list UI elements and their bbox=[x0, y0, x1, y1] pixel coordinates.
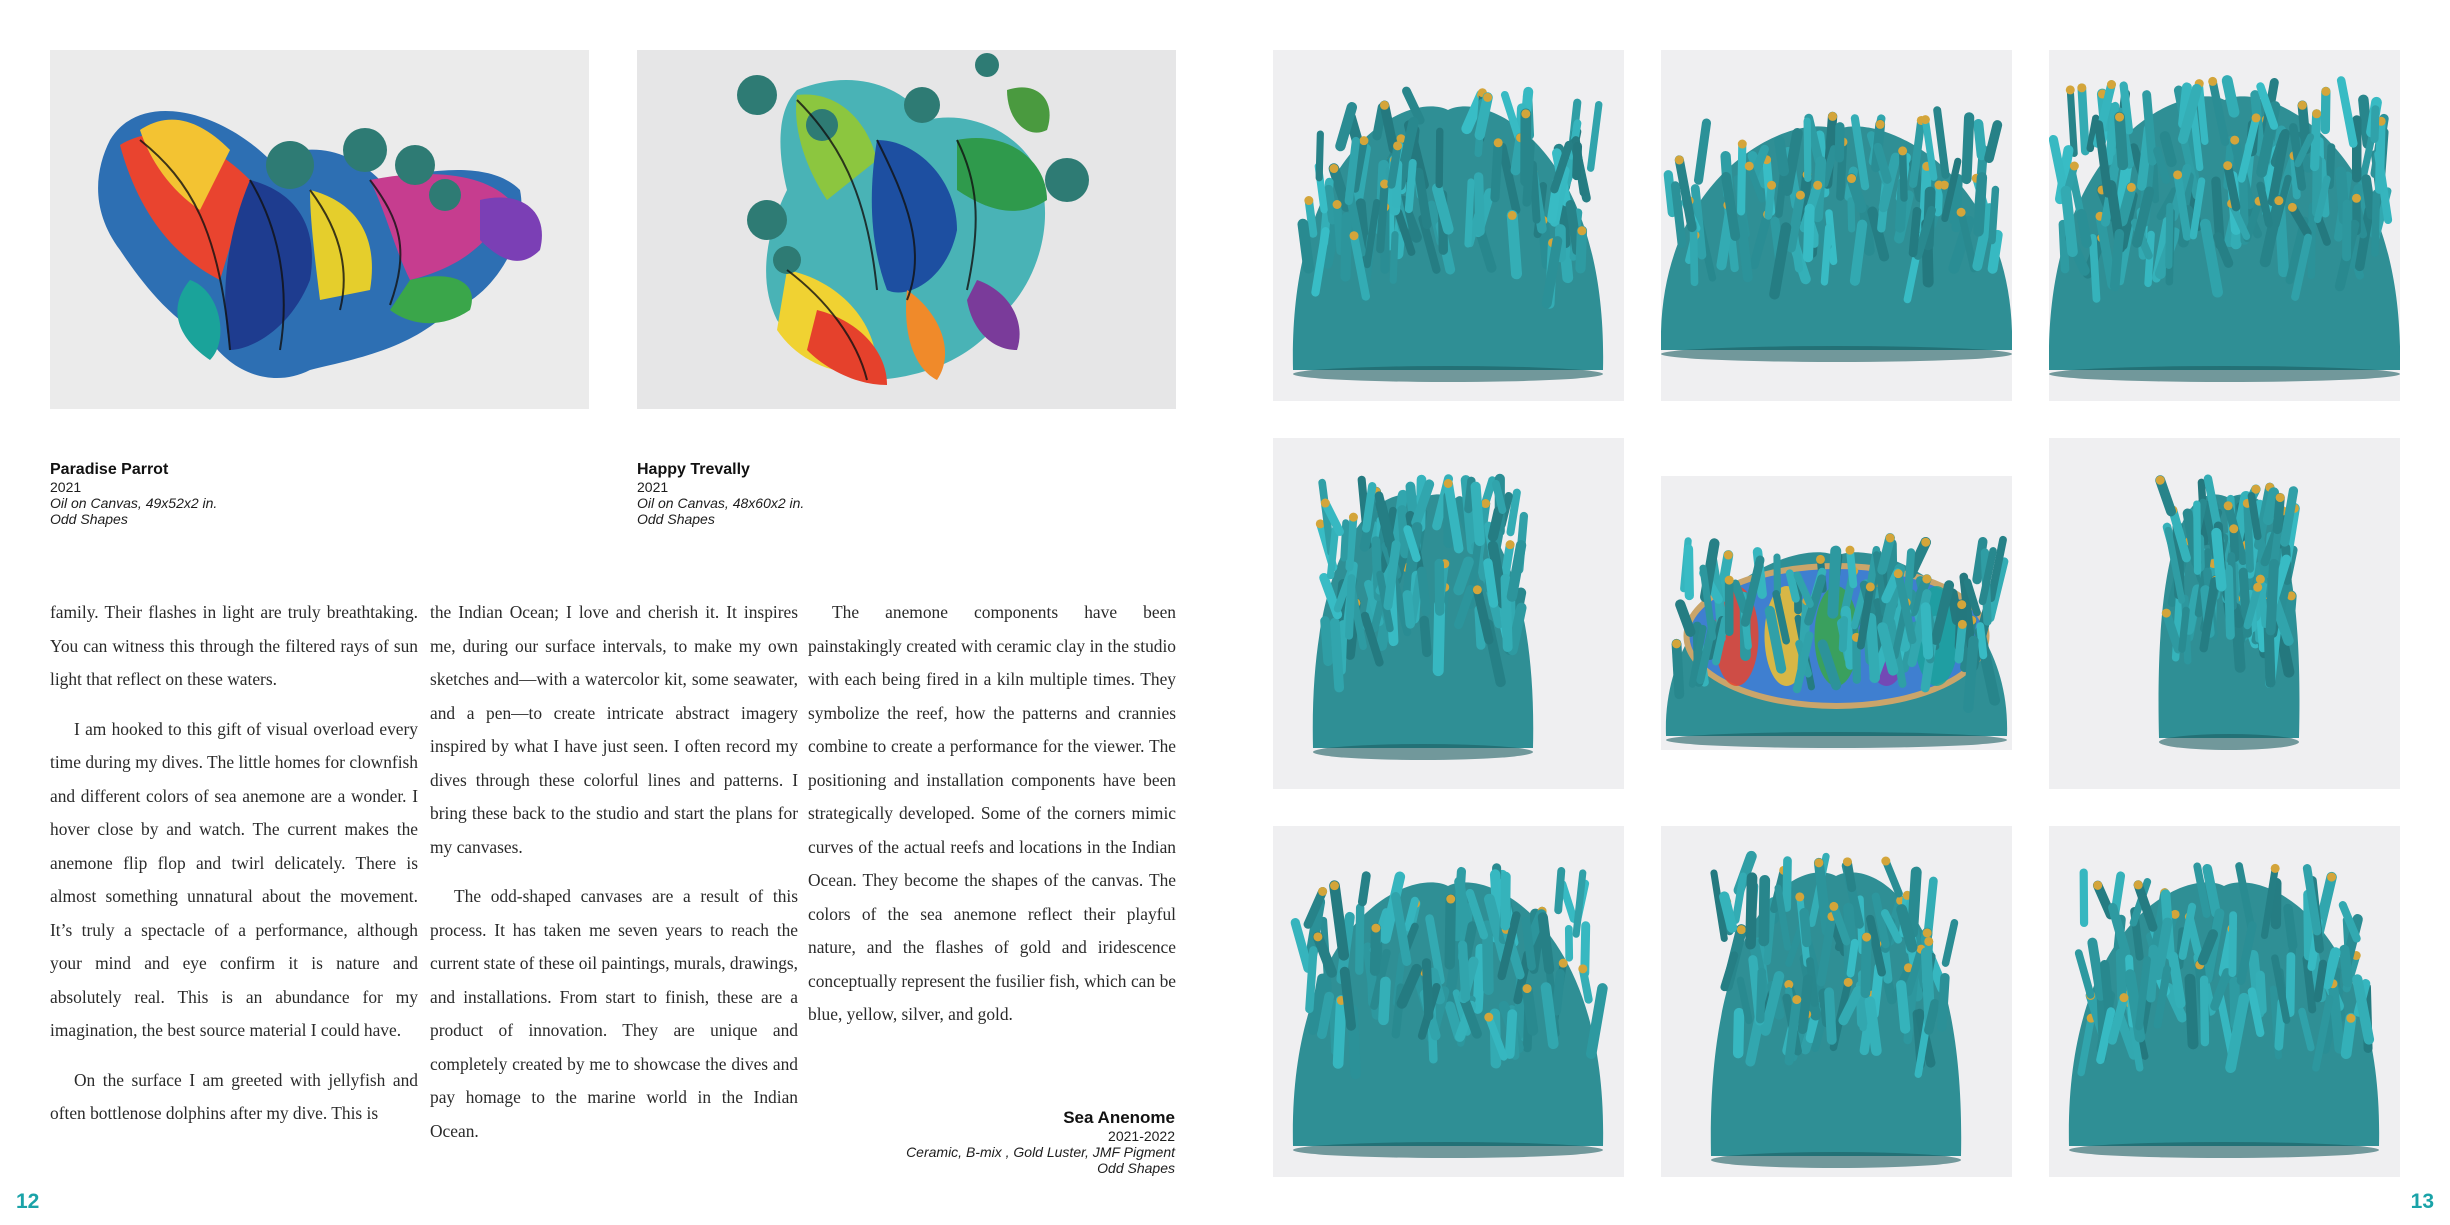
anemone-tentacle bbox=[2165, 136, 2171, 161]
anemone-tentacle bbox=[1738, 1013, 1739, 1053]
anemone-tentacle bbox=[1741, 221, 1748, 277]
gold-tip bbox=[2162, 609, 2171, 618]
body-text-column-3 bbox=[808, 596, 1176, 1048]
gold-tip bbox=[1577, 226, 1586, 235]
artwork-year: 2021 bbox=[50, 479, 82, 495]
gold-tip bbox=[2066, 85, 2075, 94]
gold-tip bbox=[1847, 174, 1856, 183]
gold-tip bbox=[1924, 937, 1933, 946]
gold-tip bbox=[1321, 499, 1330, 508]
body-text-column-1 bbox=[50, 596, 418, 1147]
anemone-tentacle bbox=[1393, 235, 1395, 281]
gold-tip bbox=[1393, 141, 1402, 150]
anemone-tentacle bbox=[1870, 1002, 1877, 1051]
anemone-tentacle bbox=[1543, 917, 1549, 969]
anemone-tentacle bbox=[1527, 144, 1531, 202]
anemone-photo-9 bbox=[2049, 826, 2400, 1177]
gold-tip bbox=[1494, 138, 1503, 147]
anemone-tentacle bbox=[1677, 644, 1680, 694]
gold-tip bbox=[1350, 231, 1359, 240]
anemone-tentacle bbox=[1329, 189, 1333, 220]
gold-tip bbox=[2119, 993, 2128, 1002]
gold-tip bbox=[1795, 892, 1804, 901]
anemone-tentacle bbox=[2197, 504, 2198, 571]
anemone-photo-5 bbox=[1661, 476, 2012, 750]
anemone-tentacle bbox=[1926, 607, 1929, 654]
gold-tip bbox=[1828, 112, 1837, 121]
gold-tip bbox=[1923, 928, 1932, 937]
anemone-tentacle bbox=[1337, 204, 1340, 250]
anemone-tentacle bbox=[1526, 921, 1532, 966]
anemone-tentacle bbox=[2289, 596, 2292, 628]
body-paragraph: I am hooked to this gift of visual overload every time during my dives. The little homes for clownfish and different colors of sea anemone are a wonder. I hover close by and watch. The current makes the anemone flip flop and twirl delicately. There is almost something unnatural about the movement. It’s truly a spectacle of a performance, although your mind and eye confirm it is nature and absolutely real. This is an abundance for my imagination, the best source material I could have. bbox=[50, 718, 418, 1040]
anemone-tentacle bbox=[1570, 205, 1577, 251]
gold-tip bbox=[2327, 873, 2336, 882]
anemone-tentacle bbox=[1829, 992, 1832, 1040]
anemone-tentacle bbox=[1760, 972, 1762, 1019]
gold-tip bbox=[2271, 864, 2280, 873]
anemone-tentacle bbox=[1493, 511, 1499, 536]
anemone-tentacle bbox=[1978, 124, 1981, 155]
anemone-tentacle bbox=[1409, 163, 1413, 209]
anemone-tentacle bbox=[1349, 517, 1353, 567]
gold-tip bbox=[1767, 181, 1776, 190]
gold-tip bbox=[1957, 600, 1966, 609]
anemone-tentacle bbox=[2228, 569, 2230, 635]
anemone-tentacle bbox=[2070, 90, 2074, 154]
gold-tip bbox=[2229, 524, 2238, 533]
artwork-medium: Oil on Canvas, 49x52x2 in. bbox=[50, 495, 218, 511]
gold-tip bbox=[1672, 639, 1681, 648]
gold-tip bbox=[1876, 120, 1885, 129]
anemone-shadow bbox=[2069, 1142, 2379, 1158]
anemone-tentacle bbox=[1426, 963, 1428, 1016]
gold-tip bbox=[2077, 83, 2086, 92]
gold-tip bbox=[1359, 136, 1368, 145]
gold-tip bbox=[1792, 995, 1801, 1004]
artwork-title: Sea Anenome bbox=[1063, 1108, 1175, 1127]
anemone-shadow bbox=[1293, 366, 1603, 382]
gold-tip bbox=[1813, 181, 1822, 190]
anemone-tentacle bbox=[2232, 915, 2233, 973]
anemone-tentacle bbox=[1968, 641, 1973, 708]
gold-tip bbox=[1894, 569, 1903, 578]
body-paragraph: On the surface I am greeted with jellyfish and often bottlenose dolphins after my dive. This is bbox=[50, 1069, 418, 1123]
anemone-tentacle bbox=[2344, 950, 2347, 982]
body-paragraph: the Indian Ocean; I love and cherish it. It inspires me, during our surface intervals, to make my own sketches and—with a watercolor kit, some seawater, and a pen—to create intricate abstract imagery inspired by what I have just seen. I often record my dives through these colorful lines and patterns. I bring these back to the studio and start the plans for my canvases. bbox=[430, 602, 798, 857]
anemone-tentacle bbox=[2063, 224, 2065, 269]
anemone-tentacle bbox=[1865, 937, 1866, 993]
gold-tip bbox=[2346, 1014, 2355, 1023]
anemone-tentacle bbox=[1908, 552, 1912, 602]
anemone-tentacle bbox=[1505, 579, 1507, 647]
anemone-tentacle bbox=[2247, 503, 2250, 568]
gold-tip bbox=[1843, 857, 1852, 866]
anemone-tentacle bbox=[2277, 498, 2280, 530]
anemone-shadow bbox=[1711, 1152, 1961, 1168]
gold-tip bbox=[1922, 574, 1931, 583]
anemone-tentacle bbox=[1422, 571, 1427, 611]
anemone-tentacle bbox=[2363, 100, 2367, 144]
right-page bbox=[1225, 0, 2450, 1225]
anemone-shadow bbox=[1293, 1142, 1603, 1158]
artwork-years: 2021-2022 bbox=[1108, 1128, 1175, 1144]
anemone-tentacle bbox=[1556, 974, 1560, 1012]
anemone-tentacle bbox=[1913, 211, 1917, 253]
artwork-format: Odd Shapes bbox=[1097, 1160, 1175, 1176]
gold-tip bbox=[1886, 533, 1895, 542]
gold-tip bbox=[1521, 109, 1530, 118]
gold-tip bbox=[1725, 576, 1734, 585]
anemone-tentacle bbox=[1583, 969, 1589, 1000]
gold-tip bbox=[2274, 196, 2283, 205]
anemone-tentacle bbox=[1338, 1000, 1341, 1063]
anemone-tentacle bbox=[1959, 624, 1963, 659]
gold-tip bbox=[2253, 583, 2262, 592]
anemone-tentacle bbox=[1488, 563, 1494, 603]
anemone-tentacle bbox=[1359, 908, 1360, 971]
painting-image-happy-trevally bbox=[637, 50, 1176, 409]
gold-tip bbox=[2070, 161, 2079, 170]
anemone-shadow bbox=[1313, 744, 1533, 760]
gold-tip bbox=[2127, 183, 2136, 192]
anemone-photo-2 bbox=[1661, 50, 2012, 401]
page-number-left: 12 bbox=[16, 1190, 40, 1213]
gold-tip bbox=[1845, 546, 1854, 555]
anemone-tentacle bbox=[1546, 988, 1553, 1044]
gold-tip bbox=[2256, 575, 2265, 584]
gold-tip bbox=[1737, 925, 1746, 934]
anemone-tentacle bbox=[1407, 595, 1410, 624]
anemone-tentacle bbox=[1516, 138, 1521, 171]
anemone-tentacle bbox=[1309, 201, 1313, 234]
anemone-tentacle bbox=[1533, 165, 1537, 220]
gold-tip bbox=[1675, 155, 1684, 164]
artwork-format: Odd Shapes bbox=[50, 511, 128, 527]
anemone-photo-graphic bbox=[2049, 438, 2400, 789]
body-paragraph: family. Their flashes in light are truly breathtaking. You can witness this through the filtered rays of sun light that reflect on these waters. bbox=[50, 602, 418, 689]
anemone-tentacle bbox=[1331, 530, 1336, 576]
gold-tip bbox=[1333, 200, 1342, 209]
anemone-tentacle bbox=[1558, 871, 1561, 910]
gold-tip bbox=[2173, 170, 2182, 179]
gold-tip bbox=[1481, 499, 1490, 508]
anemone-tentacle bbox=[1468, 182, 1471, 244]
anemone-tentacle bbox=[1942, 978, 1945, 1027]
gold-tip bbox=[1921, 115, 1930, 124]
anemone-tentacle bbox=[1505, 877, 1506, 926]
artwork-year: 2021 bbox=[637, 479, 669, 495]
anemone-tentacle bbox=[1424, 620, 1427, 652]
anemone-photo-7 bbox=[1273, 826, 1624, 1177]
anemone-shadow bbox=[2159, 734, 2299, 750]
gold-tip bbox=[2321, 87, 2330, 96]
anemone-tentacle bbox=[2333, 984, 2340, 1049]
gold-tip bbox=[2312, 109, 2321, 118]
anemone-photo-graphic bbox=[1661, 50, 2012, 401]
anemone-shadow bbox=[1666, 732, 2007, 748]
anemone-tentacle bbox=[1693, 224, 1694, 282]
anemone-photo-1 bbox=[1273, 50, 1624, 401]
anemone-photo-3 bbox=[2049, 50, 2400, 401]
anemone-tentacle bbox=[1851, 943, 1855, 974]
anemone-tentacle bbox=[1956, 178, 1958, 227]
anemone-photo-graphic bbox=[1273, 826, 1624, 1177]
anemone-tentacle bbox=[1688, 549, 1689, 596]
anemone-tentacle bbox=[1992, 190, 1995, 241]
anemone-tentacle bbox=[1843, 620, 1844, 648]
anemone-tentacle bbox=[2268, 493, 2274, 520]
anemone-tentacle bbox=[1495, 143, 1498, 198]
anemone-tentacle bbox=[2093, 238, 2097, 299]
anemone-tentacle bbox=[1804, 913, 1807, 943]
anemone-tentacle bbox=[2115, 234, 2120, 287]
gold-tip bbox=[1844, 978, 1853, 987]
anemone-tentacle bbox=[2169, 206, 2170, 265]
anemone-photo-4 bbox=[1273, 438, 1624, 789]
anemone-tentacle bbox=[1345, 217, 1346, 276]
gold-tip bbox=[2223, 161, 2232, 170]
artwork-title: Happy Trevally bbox=[637, 461, 750, 478]
anemone-tentacle bbox=[2271, 564, 2274, 631]
anemone-tentacle bbox=[1966, 117, 1969, 179]
anemone-tentacle bbox=[1901, 985, 1905, 1028]
gold-tip bbox=[1898, 146, 1907, 155]
anemone-photo-graphic bbox=[1273, 438, 1624, 789]
anemone-tentacle bbox=[2318, 964, 2323, 998]
anemone-tentacle bbox=[1913, 872, 1917, 932]
anemone-tentacle bbox=[1803, 979, 1808, 1029]
gold-tip bbox=[2224, 501, 2233, 510]
anemone-tentacle bbox=[1855, 225, 1862, 281]
anemone-tentacle bbox=[2375, 109, 2376, 138]
anemone-tentacle bbox=[1362, 876, 1366, 902]
painting-image-paradise-parrot bbox=[50, 50, 589, 409]
gold-tip bbox=[2107, 80, 2116, 89]
anemone-tentacle bbox=[1478, 949, 1481, 1009]
anemone-tentacle bbox=[1335, 623, 1339, 688]
artwork-format: Odd Shapes bbox=[637, 511, 715, 527]
anemone-tentacle bbox=[1463, 945, 1466, 997]
anemone-tentacle bbox=[2120, 117, 2123, 165]
anemone-tentacle bbox=[1851, 201, 1852, 229]
anemone-tentacle bbox=[2260, 975, 2262, 1009]
anemone-tentacle bbox=[1850, 550, 1853, 584]
anemone-tentacle bbox=[2066, 191, 2073, 252]
artwork-title: Paradise Parrot bbox=[50, 461, 169, 478]
anemone-tentacle bbox=[2288, 909, 2293, 946]
gold-tip bbox=[1523, 984, 1532, 993]
anemone-tentacle bbox=[1476, 487, 1480, 541]
gold-tip bbox=[1330, 881, 1339, 890]
anemone-tentacle bbox=[2375, 193, 2376, 253]
anemone-tentacle bbox=[1751, 878, 1753, 944]
anemone-tentacle bbox=[1903, 151, 1904, 198]
anemone-tentacle bbox=[1303, 224, 1309, 268]
gold-tip bbox=[1473, 585, 1482, 594]
anemone-tentacle bbox=[2379, 121, 2381, 189]
anemone-tentacle bbox=[2325, 91, 2326, 129]
body-paragraph: The odd-shaped canvases are a result of this process. It has taken me seven years to reach the current state of these oil paintings, murals, drawings, and installations. From start to finish, these are a product of innovation. They are unique and completely created by me to showcase the dives and pay homage to the marine world in the Indian Ocean. bbox=[430, 886, 799, 1141]
gold-tip bbox=[1921, 538, 1930, 547]
anemone-tentacle bbox=[2151, 950, 2154, 998]
anemone-tentacle bbox=[1833, 551, 1836, 613]
gold-tip bbox=[1958, 620, 1967, 629]
anemone-tentacle bbox=[1808, 209, 1810, 257]
gold-tip bbox=[2352, 194, 2361, 203]
anemone-tentacle bbox=[2147, 95, 2153, 162]
gold-tip bbox=[1957, 208, 1966, 217]
gold-tip bbox=[1380, 101, 1389, 110]
body-text-column-2 bbox=[430, 596, 798, 1164]
anemone-tentacle bbox=[1929, 1004, 1935, 1031]
anemone-shadow bbox=[1661, 346, 2012, 362]
gold-tip bbox=[1506, 540, 1515, 549]
anemone-tentacle bbox=[1577, 146, 1578, 176]
anemone-tentacle bbox=[1375, 928, 1376, 971]
gold-tip bbox=[1304, 196, 1313, 205]
gold-tip bbox=[1745, 162, 1754, 171]
gold-tip bbox=[2115, 113, 2124, 122]
anemone-tentacle bbox=[1824, 228, 1828, 282]
anemone-tentacle bbox=[1344, 523, 1346, 558]
artwork-medium: Oil on Canvas, 48x60x2 in. bbox=[637, 495, 805, 511]
anemone-tentacle bbox=[2190, 979, 2193, 1044]
gold-tip bbox=[1444, 479, 1453, 488]
anemone-tentacle bbox=[1980, 626, 1983, 655]
anemone-shadow bbox=[2049, 366, 2400, 382]
anemone-photo-graphic bbox=[1661, 826, 2012, 1177]
gold-tip bbox=[2134, 880, 2143, 889]
anemone-photo-graphic bbox=[2049, 50, 2400, 401]
gold-tip bbox=[1446, 895, 1455, 904]
artwork-caption-paradise-parrot bbox=[50, 460, 217, 527]
anemone-tentacle bbox=[1383, 982, 1385, 1020]
anemone-tentacle bbox=[1349, 578, 1351, 635]
gold-tip bbox=[2288, 203, 2297, 212]
anemone-tentacle bbox=[1325, 621, 1328, 661]
anemone-photo-graphic bbox=[1273, 50, 1624, 401]
gold-tip bbox=[2276, 493, 2285, 502]
anemone-tentacle bbox=[2182, 610, 2186, 649]
gold-tip bbox=[1349, 513, 1358, 522]
page-number-right: 13 bbox=[2410, 1190, 2434, 1213]
gold-tip bbox=[1483, 93, 1492, 102]
gold-tip bbox=[1866, 582, 1875, 591]
anemone-tentacle bbox=[1450, 899, 1451, 964]
gold-tip bbox=[2298, 101, 2307, 110]
gold-tip bbox=[2230, 136, 2239, 145]
anemone-photo-6 bbox=[2049, 438, 2400, 789]
anemone-tentacle bbox=[1871, 618, 1875, 678]
anemone-tentacle bbox=[1439, 564, 1440, 611]
artwork-medium: Ceramic, B-mix , Gold Luster, JMF Pigment bbox=[906, 1144, 1175, 1160]
anemone-tentacle bbox=[1839, 127, 1840, 158]
anemone-tentacle bbox=[1741, 144, 1742, 211]
anemone-tentacle bbox=[1580, 231, 1581, 269]
gold-tip bbox=[1881, 857, 1890, 866]
anemone-tentacle bbox=[1764, 880, 1765, 940]
anemone-tentacle bbox=[1527, 989, 1533, 1031]
anemone-tentacle bbox=[1319, 134, 1320, 178]
body-paragraph: The anemone components have been painstakingly created with ceramic clay in the studio with each being fired in a kiln multiple times. They symbolize the reef, how the patterns and crannies combine to create a performance for the viewer. The positioning and installation components have been strategically developed. Some of the corners mimic curves of the actual reefs and locations in the Indian Ocean. They become the shapes of the canvas. The colors of the sea anemone reflect their playful nature, and the flashes of gold and iridescence conceptually represent the fusilier fish, which can be blue, yellow, silver, and gold. bbox=[808, 602, 1176, 1024]
gold-tip bbox=[1329, 164, 1338, 173]
gold-tip bbox=[1318, 887, 1327, 896]
anemone-tentacle bbox=[1439, 131, 1440, 184]
gold-tip bbox=[2252, 113, 2261, 122]
anemone-tentacle bbox=[1668, 175, 1672, 213]
gold-tip bbox=[1371, 924, 1380, 933]
gold-tip bbox=[1724, 551, 1733, 560]
gold-tip bbox=[1508, 211, 1517, 220]
gold-tip bbox=[1738, 140, 1747, 149]
anemone-photo-8 bbox=[1661, 826, 2012, 1177]
anemone-tentacle bbox=[1787, 861, 1788, 908]
gold-tip bbox=[1578, 964, 1587, 973]
artwork-credit-sea-anenome bbox=[906, 1108, 1175, 1176]
anemone-tentacle bbox=[1768, 185, 1771, 216]
gold-tip bbox=[1816, 555, 1825, 564]
anemone-tentacle bbox=[2366, 179, 2371, 215]
gold-tip bbox=[1796, 191, 1805, 200]
gold-tip bbox=[2156, 476, 2165, 485]
anemone-tentacle bbox=[2204, 980, 2205, 1042]
gold-tip bbox=[1862, 933, 1871, 942]
gold-tip bbox=[1484, 1013, 1493, 1022]
anemone-tentacle bbox=[1979, 177, 1982, 231]
anemone-tentacle bbox=[2081, 214, 2086, 243]
anemone-tentacle bbox=[2346, 1018, 2351, 1053]
anemone-tentacle bbox=[2082, 88, 2086, 151]
anemone-tentacle bbox=[2216, 533, 2221, 586]
gold-tip bbox=[1814, 858, 1823, 867]
anemone-tentacle bbox=[1807, 121, 1808, 178]
artwork-caption-happy-trevally bbox=[637, 460, 804, 527]
anemone-tentacle bbox=[1380, 184, 1384, 249]
anemone-photo-graphic bbox=[2049, 826, 2400, 1177]
anemone-tentacle bbox=[2227, 81, 2234, 113]
gold-tip bbox=[1940, 181, 1949, 190]
gold-tip bbox=[2208, 77, 2217, 86]
anemone-tentacle bbox=[1309, 950, 1313, 1009]
anemone-tentacle bbox=[1510, 1014, 1513, 1054]
gold-tip bbox=[1313, 932, 1322, 941]
anemone-tentacle bbox=[1512, 215, 1516, 273]
anemone-tentacle bbox=[2290, 957, 2291, 1013]
anemone-tentacle bbox=[2315, 114, 2317, 167]
anemone-tentacle bbox=[1345, 972, 1351, 1026]
anemone-photo-graphic bbox=[1661, 476, 2012, 750]
anemone-tentacle bbox=[1779, 141, 1783, 171]
gold-tip bbox=[2093, 881, 2102, 890]
gold-tip bbox=[1829, 902, 1838, 911]
